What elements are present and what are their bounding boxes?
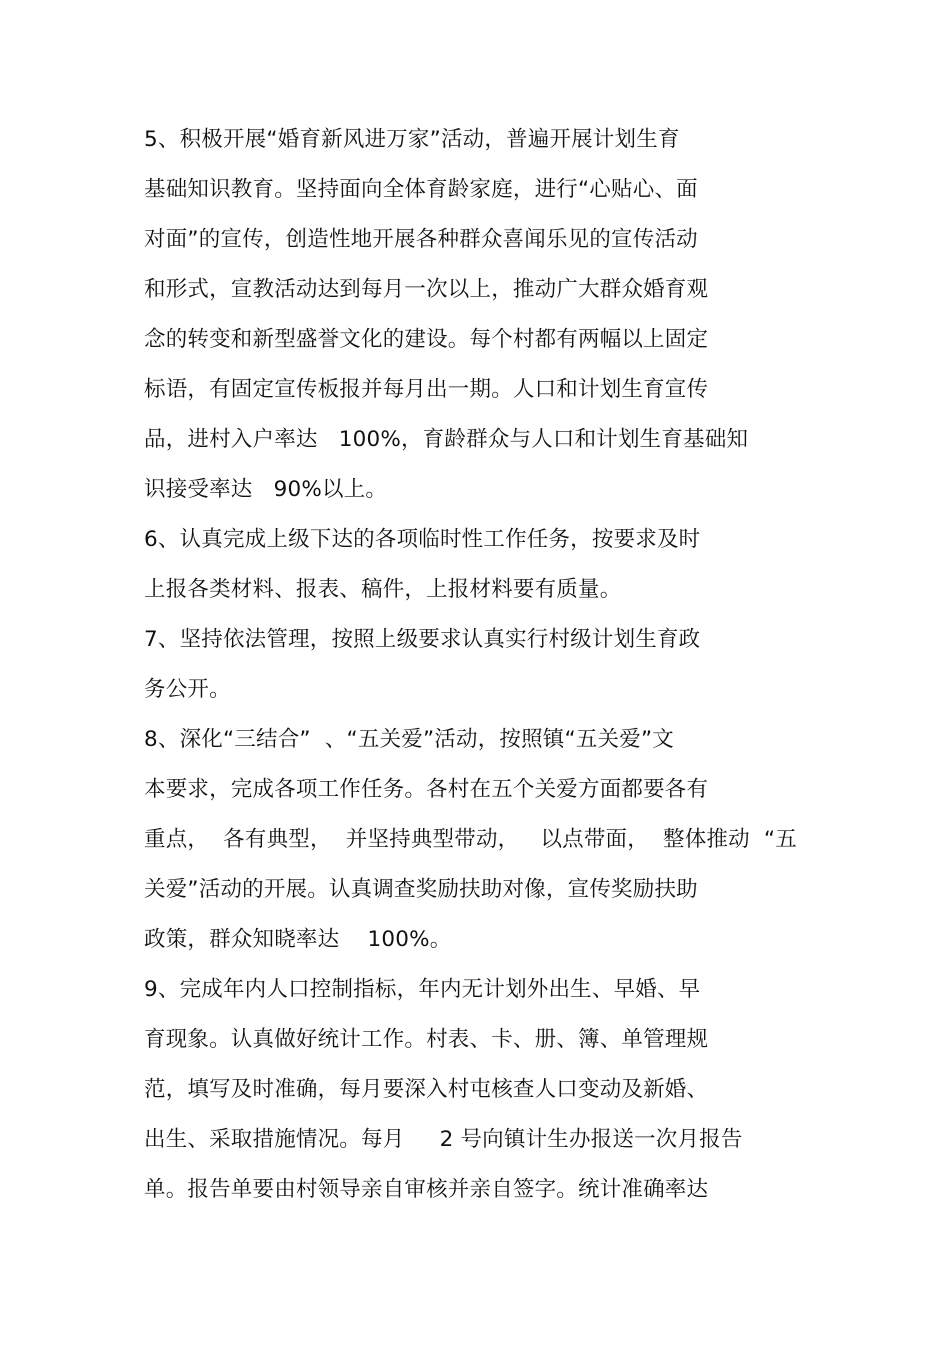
text-line: 5、积极开展“婚育新风进万家”活动，普遍开展计划生育	[144, 127, 680, 152]
text-line: 对面”的宣传，创造性地开展各种群众喜闻乐见的宣传活动	[144, 227, 698, 252]
text-line: 政策，群众知晓率达 100%。	[144, 927, 452, 952]
text-line: 务公开。	[144, 677, 231, 702]
text-line: 范，填写及时准确，每月要深入村屯核查人口变动及新婚、	[144, 1077, 709, 1102]
text-line: 和形式，宣教活动达到每月一次以上，推动广大群众婚育观	[144, 277, 709, 302]
text-line: 育现象。认真做好统计工作。村表、卡、册、簿、单管理规	[144, 1027, 709, 1052]
text-line: 单。报告单要由村领导亲自审核并亲自签字。统计准确率达	[144, 1177, 709, 1202]
text-line: 基础知识教育。坚持面向全体育龄家庭，进行“心贴心、面	[144, 177, 698, 202]
text-line: 重点， 各有典型， 并坚持典型带动， 以点带面， 整体推动 “五	[144, 827, 797, 852]
text-line: 出生、采取措施情况。每月 2 号向镇计生办报送一次月报告	[144, 1127, 743, 1152]
text-line: 9、完成年内人口控制指标，年内无计划外出生、早婚、早	[144, 977, 701, 1002]
text-line: 上报各类材料、报表、稿件，上报材料要有质量。	[144, 577, 622, 602]
text-line: 本要求，完成各项工作任务。各村在五个关爱方面都要各有	[144, 777, 709, 802]
text-line: 识接受率达 90%以上。	[144, 477, 388, 502]
text-line: 7、坚持依法管理，按照上级要求认真实行村级计划生育政	[144, 627, 701, 652]
text-line: 关爱”活动的开展。认真调查奖励扶助对像，宣传奖励扶助	[144, 877, 698, 902]
text-line: 品，进村入户率达 100%，育龄群众与人口和计划生育基础知	[144, 427, 749, 452]
text-line: 标语，有固定宣传板报并每月出一期。人口和计划生育宣传	[144, 377, 709, 402]
text-line: 6、认真完成上级下达的各项临时性工作任务，按要求及时	[144, 527, 701, 552]
text-line: 念的转变和新型盛誉文化的建设。每个村都有两幅以上固定	[144, 327, 709, 352]
text-line: 8、深化“三结合” 、“五关爱”活动，按照镇“五关爱”文	[144, 727, 674, 752]
